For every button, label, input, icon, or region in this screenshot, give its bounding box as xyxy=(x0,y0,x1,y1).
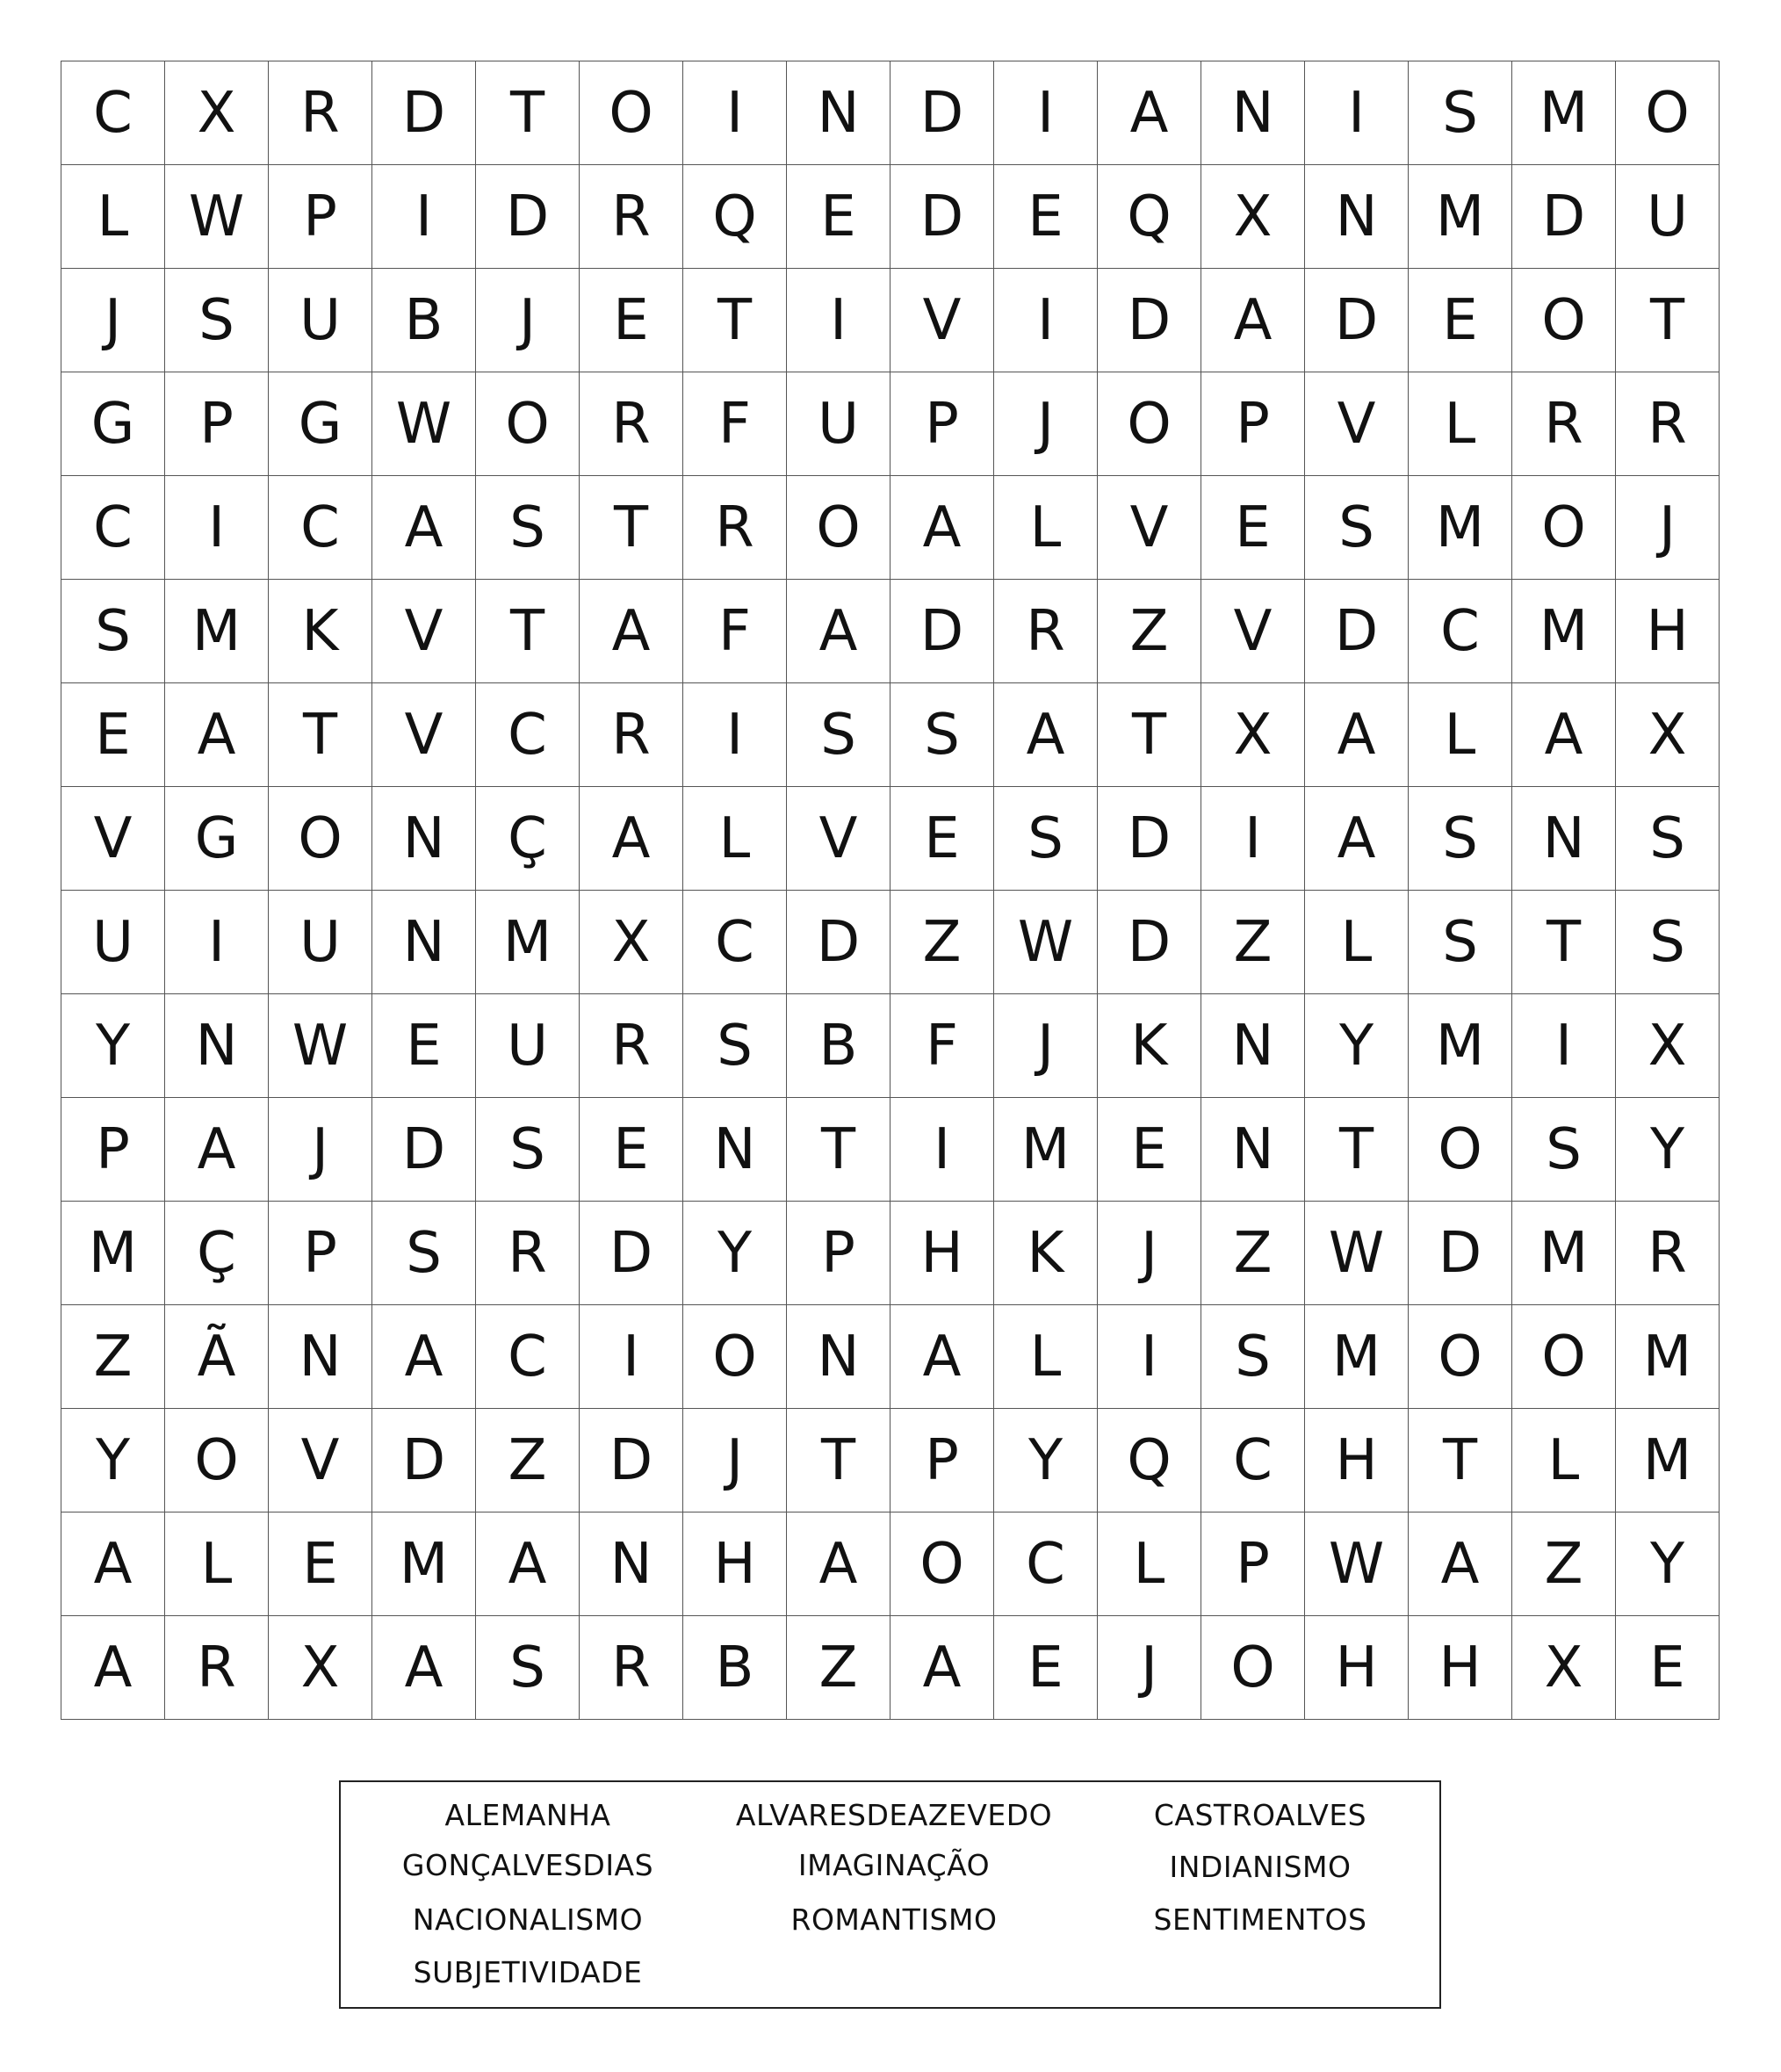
grid-cell[interactable]: X xyxy=(1201,165,1305,269)
grid-cell[interactable]: O xyxy=(1409,1305,1512,1409)
grid-cell[interactable]: M xyxy=(1512,1202,1616,1305)
grid-cell[interactable]: I xyxy=(994,61,1098,165)
grid-cell[interactable]: V xyxy=(1098,476,1201,580)
grid-cell[interactable]: R xyxy=(580,1616,683,1720)
grid-cell[interactable]: O xyxy=(890,1512,994,1616)
grid-cell[interactable]: M xyxy=(1409,165,1512,269)
grid-cell[interactable]: A xyxy=(1512,683,1616,787)
grid-cell[interactable]: A xyxy=(890,1616,994,1720)
grid-cell[interactable]: T xyxy=(1512,891,1616,994)
letter-grid xyxy=(61,61,1720,1720)
grid-cell[interactable]: J xyxy=(269,1098,372,1202)
grid-cell[interactable]: O xyxy=(580,61,683,165)
grid-cell[interactable]: Z xyxy=(890,891,994,994)
grid-cell[interactable]: L xyxy=(994,1305,1098,1409)
grid-cell[interactable]: Z xyxy=(1201,891,1305,994)
grid-cell[interactable]: I xyxy=(1098,1305,1201,1409)
grid-cell[interactable]: U xyxy=(1616,165,1720,269)
grid-cell[interactable]: R xyxy=(1616,1202,1720,1305)
grid-cell[interactable]: D xyxy=(372,61,476,165)
grid-cell[interactable]: H xyxy=(890,1202,994,1305)
grid-cell[interactable]: J xyxy=(683,1409,787,1512)
grid-cell[interactable]: I xyxy=(683,683,787,787)
grid-cell[interactable]: O xyxy=(1512,476,1616,580)
grid-cell[interactable]: T xyxy=(269,683,372,787)
grid-cell[interactable]: A xyxy=(1409,1512,1512,1616)
grid-cell[interactable]: O xyxy=(476,372,580,476)
grid-cell[interactable]: M xyxy=(994,1098,1098,1202)
grid-cell[interactable]: M xyxy=(1616,1305,1720,1409)
grid-cell[interactable]: O xyxy=(165,1409,269,1512)
word-item: GONÇALVESDIAS xyxy=(401,1848,654,1882)
grid-cell[interactable]: J xyxy=(1098,1616,1201,1720)
grid-cell[interactable]: T xyxy=(476,61,580,165)
grid-cell[interactable]: H xyxy=(683,1512,787,1616)
grid-cell[interactable]: S xyxy=(1616,787,1720,891)
grid-cell[interactable]: V xyxy=(1305,372,1409,476)
grid-cell[interactable]: N xyxy=(372,891,476,994)
grid-cell[interactable]: D xyxy=(1098,269,1201,372)
grid-cell[interactable]: N xyxy=(165,994,269,1098)
grid-cell[interactable]: I xyxy=(372,165,476,269)
grid-cell[interactable]: G xyxy=(165,787,269,891)
word-item: INDIANISMO xyxy=(1169,1850,1352,1884)
grid-cell[interactable]: Z xyxy=(787,1616,890,1720)
grid-cell[interactable]: R xyxy=(580,372,683,476)
grid-cell[interactable]: V xyxy=(787,787,890,891)
grid-cell[interactable]: P xyxy=(165,372,269,476)
grid-cell[interactable]: J xyxy=(1098,1202,1201,1305)
grid-cell[interactable]: O xyxy=(1201,1616,1305,1720)
grid-cell[interactable]: V xyxy=(269,1409,372,1512)
grid-cell[interactable]: M xyxy=(1409,476,1512,580)
grid-cell[interactable]: W xyxy=(372,372,476,476)
grid-cell[interactable]: A xyxy=(61,1512,165,1616)
grid-cell[interactable]: D xyxy=(372,1098,476,1202)
grid-cell[interactable]: Z xyxy=(476,1409,580,1512)
grid-cell[interactable]: I xyxy=(580,1305,683,1409)
grid-cell[interactable]: N xyxy=(580,1512,683,1616)
grid-cell[interactable]: I xyxy=(1512,994,1616,1098)
grid-cell[interactable]: L xyxy=(1305,891,1409,994)
grid-cell[interactable]: N xyxy=(1201,61,1305,165)
grid-cell[interactable]: M xyxy=(1409,994,1512,1098)
grid-cell[interactable]: M xyxy=(1305,1305,1409,1409)
grid-cell[interactable]: W xyxy=(269,994,372,1098)
grid-cell[interactable]: P xyxy=(1201,372,1305,476)
grid-cell[interactable]: W xyxy=(994,891,1098,994)
grid-cell[interactable]: E xyxy=(890,787,994,891)
grid-cell[interactable]: M xyxy=(476,891,580,994)
grid-cell[interactable]: Z xyxy=(61,1305,165,1409)
grid-cell[interactable]: I xyxy=(890,1098,994,1202)
grid-cell[interactable]: E xyxy=(61,683,165,787)
grid-cell[interactable]: O xyxy=(1616,61,1720,165)
grid-cell[interactable]: J xyxy=(994,372,1098,476)
grid-cell[interactable]: M xyxy=(1512,61,1616,165)
grid-cell[interactable]: V xyxy=(372,580,476,683)
grid-cell[interactable]: H xyxy=(1409,1616,1512,1720)
grid-cell[interactable]: D xyxy=(476,165,580,269)
grid-cell[interactable]: D xyxy=(787,891,890,994)
grid-cell[interactable]: O xyxy=(787,476,890,580)
grid-cell[interactable]: Y xyxy=(61,1409,165,1512)
grid-cell[interactable]: F xyxy=(683,580,787,683)
grid-cell[interactable]: S xyxy=(1409,787,1512,891)
grid-cell[interactable]: B xyxy=(372,269,476,372)
grid-cell[interactable]: T xyxy=(476,580,580,683)
grid-cell[interactable]: O xyxy=(269,787,372,891)
grid-cell[interactable]: G xyxy=(61,372,165,476)
grid-cell[interactable]: S xyxy=(372,1202,476,1305)
grid-cell[interactable]: S xyxy=(1616,891,1720,994)
grid-cell[interactable]: J xyxy=(61,269,165,372)
grid-cell[interactable]: R xyxy=(683,476,787,580)
grid-cell[interactable]: A xyxy=(1305,683,1409,787)
grid-cell[interactable]: A xyxy=(580,787,683,891)
grid-cell[interactable]: A xyxy=(1305,787,1409,891)
grid-cell[interactable]: E xyxy=(372,994,476,1098)
grid-cell[interactable]: S xyxy=(476,1616,580,1720)
grid-cell[interactable]: C xyxy=(683,891,787,994)
grid-cell[interactable]: D xyxy=(580,1202,683,1305)
grid-cell[interactable]: N xyxy=(683,1098,787,1202)
grid-cell[interactable]: C xyxy=(61,476,165,580)
grid-cell[interactable]: E xyxy=(1409,269,1512,372)
word-item: ALVARESDEAZEVEDO xyxy=(735,1798,1053,1832)
grid-cell[interactable]: A xyxy=(890,1305,994,1409)
grid-cell[interactable]: X xyxy=(1512,1616,1616,1720)
grid-cell[interactable]: Z xyxy=(1098,580,1201,683)
grid-cell[interactable]: T xyxy=(787,1098,890,1202)
grid-cell[interactable]: O xyxy=(683,1305,787,1409)
grid-cell[interactable]: N xyxy=(1201,994,1305,1098)
word-item: ALEMANHA xyxy=(444,1798,611,1832)
grid-cell[interactable]: K xyxy=(1098,994,1201,1098)
grid-cell[interactable]: I xyxy=(165,891,269,994)
word-item: SUBJETIVIDADE xyxy=(413,1955,643,1989)
grid-cell[interactable]: S xyxy=(1409,61,1512,165)
grid-cell[interactable]: O xyxy=(1409,1098,1512,1202)
grid-cell[interactable]: E xyxy=(269,1512,372,1616)
grid-cell[interactable]: A xyxy=(165,683,269,787)
grid-cell[interactable]: P xyxy=(787,1202,890,1305)
grid-cell[interactable]: R xyxy=(165,1616,269,1720)
grid-cell[interactable]: S xyxy=(476,1098,580,1202)
grid-cell[interactable]: V xyxy=(1201,580,1305,683)
grid-cell[interactable]: Z xyxy=(1512,1512,1616,1616)
grid-cell[interactable]: Ç xyxy=(165,1202,269,1305)
grid-cell[interactable]: A xyxy=(787,580,890,683)
grid-cell[interactable]: X xyxy=(1201,683,1305,787)
grid-cell[interactable]: R xyxy=(1616,372,1720,476)
grid-cell[interactable]: D xyxy=(1098,787,1201,891)
grid-cell[interactable]: M xyxy=(61,1202,165,1305)
grid-cell[interactable]: C xyxy=(994,1512,1098,1616)
grid-cell[interactable]: E xyxy=(1201,476,1305,580)
grid-cell[interactable]: A xyxy=(787,1512,890,1616)
grid-cell[interactable]: D xyxy=(1098,891,1201,994)
grid-cell[interactable]: X xyxy=(580,891,683,994)
grid-cell[interactable]: Q xyxy=(683,165,787,269)
grid-cell[interactable]: L xyxy=(1409,683,1512,787)
grid-cell[interactable]: N xyxy=(1201,1098,1305,1202)
grid-cell[interactable]: Z xyxy=(1201,1202,1305,1305)
grid-cell[interactable]: L xyxy=(1512,1409,1616,1512)
grid-cell[interactable]: I xyxy=(994,269,1098,372)
grid-cell[interactable]: N xyxy=(1512,787,1616,891)
grid-cell[interactable]: A xyxy=(994,683,1098,787)
grid-cell[interactable]: U xyxy=(269,891,372,994)
grid-cell[interactable]: I xyxy=(1201,787,1305,891)
grid-cell[interactable]: V xyxy=(61,787,165,891)
grid-cell[interactable]: S xyxy=(1409,891,1512,994)
grid-cell[interactable]: P xyxy=(269,1202,372,1305)
grid-cell[interactable]: I xyxy=(1305,61,1409,165)
grid-cell[interactable]: Y xyxy=(1616,1512,1720,1616)
word-item: NACIONALISMO xyxy=(412,1902,644,1937)
grid-cell[interactable]: V xyxy=(372,683,476,787)
grid-cell[interactable]: N xyxy=(1305,165,1409,269)
grid-cell[interactable]: A xyxy=(1098,61,1201,165)
grid-cell[interactable]: A xyxy=(1201,269,1305,372)
grid-cell[interactable]: W xyxy=(165,165,269,269)
grid-cell[interactable]: S xyxy=(994,787,1098,891)
word-item: IMAGINAÇÃO xyxy=(797,1848,991,1882)
grid-cell[interactable]: D xyxy=(1305,269,1409,372)
grid-cell[interactable]: H xyxy=(1305,1616,1409,1720)
grid-cell[interactable]: R xyxy=(580,165,683,269)
grid-cell[interactable]: M xyxy=(165,580,269,683)
grid-cell[interactable]: S xyxy=(1512,1098,1616,1202)
grid-cell[interactable]: K xyxy=(994,1202,1098,1305)
grid-cell[interactable]: T xyxy=(787,1409,890,1512)
grid-cell[interactable]: H xyxy=(1616,580,1720,683)
grid-cell[interactable]: H xyxy=(1305,1409,1409,1512)
grid-cell[interactable]: O xyxy=(1512,1305,1616,1409)
grid-cell[interactable]: K xyxy=(269,580,372,683)
grid-cell[interactable]: I xyxy=(683,61,787,165)
grid-cell[interactable]: T xyxy=(580,476,683,580)
grid-cell[interactable]: S xyxy=(1201,1305,1305,1409)
grid-cell[interactable]: D xyxy=(1305,580,1409,683)
grid-cell[interactable]: L xyxy=(1098,1512,1201,1616)
grid-cell[interactable]: L xyxy=(683,787,787,891)
grid-cell[interactable]: P xyxy=(890,1409,994,1512)
grid-cell[interactable]: Y xyxy=(1305,994,1409,1098)
grid-cell[interactable]: C xyxy=(476,683,580,787)
grid-cell[interactable]: M xyxy=(1512,580,1616,683)
grid-cell[interactable]: C xyxy=(1201,1409,1305,1512)
grid-cell[interactable]: V xyxy=(890,269,994,372)
grid-cell[interactable]: T xyxy=(1616,269,1720,372)
grid-cell[interactable]: U xyxy=(476,994,580,1098)
grid-cell[interactable]: S xyxy=(787,683,890,787)
grid-cell[interactable]: A xyxy=(580,580,683,683)
grid-cell[interactable]: S xyxy=(165,269,269,372)
grid-cell[interactable]: N xyxy=(787,61,890,165)
grid-cell[interactable]: D xyxy=(890,165,994,269)
grid-cell[interactable]: Y xyxy=(683,1202,787,1305)
word-item: SENTIMENTOS xyxy=(1153,1902,1367,1937)
grid-cell[interactable]: D xyxy=(890,580,994,683)
grid-cell[interactable]: E xyxy=(1098,1098,1201,1202)
grid-cell[interactable]: C xyxy=(1409,580,1512,683)
grid-cell[interactable]: Y xyxy=(61,994,165,1098)
grid-cell[interactable]: A xyxy=(476,1512,580,1616)
grid-cell[interactable]: D xyxy=(580,1409,683,1512)
grid-cell[interactable]: M xyxy=(372,1512,476,1616)
word-item: CASTROALVES xyxy=(1153,1798,1367,1832)
grid-cell[interactable]: E xyxy=(580,1098,683,1202)
grid-cell[interactable]: L xyxy=(1409,372,1512,476)
grid-cell[interactable]: Y xyxy=(1616,1098,1720,1202)
grid-cell[interactable]: J xyxy=(476,269,580,372)
grid-cell[interactable]: F xyxy=(890,994,994,1098)
grid-cell[interactable]: E xyxy=(580,269,683,372)
grid-cell[interactable]: R xyxy=(580,683,683,787)
grid-cell[interactable]: S xyxy=(1305,476,1409,580)
grid-cell[interactable]: X xyxy=(165,61,269,165)
grid-cell[interactable]: E xyxy=(994,165,1098,269)
grid-cell[interactable]: U xyxy=(269,269,372,372)
grid-cell[interactable]: N xyxy=(787,1305,890,1409)
grid-cell[interactable]: F xyxy=(683,372,787,476)
grid-cell[interactable]: T xyxy=(1305,1098,1409,1202)
grid-cell[interactable]: O xyxy=(1098,372,1201,476)
grid-cell[interactable]: N xyxy=(269,1305,372,1409)
grid-cell[interactable]: C xyxy=(269,476,372,580)
grid-cell[interactable]: T xyxy=(683,269,787,372)
grid-cell[interactable]: P xyxy=(1201,1512,1305,1616)
grid-cell[interactable]: C xyxy=(61,61,165,165)
grid-cell[interactable]: U xyxy=(787,372,890,476)
grid-cell[interactable]: D xyxy=(890,61,994,165)
grid-cell[interactable]: X xyxy=(1616,683,1720,787)
grid-cell[interactable]: T xyxy=(1409,1409,1512,1512)
grid-cell[interactable]: O xyxy=(1512,269,1616,372)
grid-cell[interactable]: D xyxy=(372,1409,476,1512)
grid-cell[interactable]: E xyxy=(787,165,890,269)
grid-cell[interactable]: R xyxy=(1512,372,1616,476)
grid-cell[interactable]: B xyxy=(683,1616,787,1720)
grid-cell[interactable]: U xyxy=(61,891,165,994)
grid-cell[interactable]: P xyxy=(890,372,994,476)
grid-cell[interactable]: N xyxy=(372,787,476,891)
grid-cell[interactable]: A xyxy=(372,476,476,580)
grid-cell[interactable]: R xyxy=(269,61,372,165)
grid-cell[interactable]: R xyxy=(476,1202,580,1305)
grid-cell[interactable]: R xyxy=(994,580,1098,683)
grid-cell[interactable]: J xyxy=(994,994,1098,1098)
grid-cell[interactable]: S xyxy=(61,580,165,683)
grid-cell[interactable]: L xyxy=(994,476,1098,580)
word-list xyxy=(339,1780,1441,2009)
grid-cell[interactable]: D xyxy=(1409,1202,1512,1305)
grid-cell[interactable]: L xyxy=(61,165,165,269)
grid-cell[interactable]: Ç xyxy=(476,787,580,891)
grid-cell[interactable]: Ã xyxy=(165,1305,269,1409)
grid-cell[interactable]: S xyxy=(476,476,580,580)
grid-cell[interactable]: P xyxy=(269,165,372,269)
grid-cell[interactable]: Q xyxy=(1098,165,1201,269)
grid-cell[interactable]: B xyxy=(787,994,890,1098)
grid-cell[interactable]: D xyxy=(1512,165,1616,269)
grid-cell[interactable]: I xyxy=(787,269,890,372)
grid-cell[interactable]: G xyxy=(269,372,372,476)
grid-cell[interactable]: R xyxy=(580,994,683,1098)
grid-cell[interactable]: Y xyxy=(994,1409,1098,1512)
grid-cell[interactable]: S xyxy=(890,683,994,787)
grid-cell[interactable]: P xyxy=(61,1098,165,1202)
grid-cell[interactable]: E xyxy=(994,1616,1098,1720)
grid-cell[interactable]: I xyxy=(165,476,269,580)
grid-cell[interactable]: C xyxy=(476,1305,580,1409)
grid-cell[interactable]: L xyxy=(165,1512,269,1616)
grid-cell[interactable]: A xyxy=(890,476,994,580)
grid-cell[interactable]: J xyxy=(1616,476,1720,580)
grid-cell[interactable]: X xyxy=(269,1616,372,1720)
grid-cell[interactable]: A xyxy=(372,1305,476,1409)
grid-cell[interactable]: A xyxy=(372,1616,476,1720)
word-item: ROMANTISMO xyxy=(790,1902,998,1937)
grid-cell[interactable]: Q xyxy=(1098,1409,1201,1512)
grid-cell[interactable]: A xyxy=(61,1616,165,1720)
grid-cell[interactable]: T xyxy=(1098,683,1201,787)
grid-cell[interactable]: A xyxy=(165,1098,269,1202)
grid-cell[interactable]: S xyxy=(683,994,787,1098)
grid-cell[interactable]: E xyxy=(1616,1616,1720,1720)
grid-cell[interactable]: W xyxy=(1305,1202,1409,1305)
grid-cell[interactable]: W xyxy=(1305,1512,1409,1616)
grid-cell[interactable]: X xyxy=(1616,994,1720,1098)
grid-cell[interactable]: M xyxy=(1616,1409,1720,1512)
